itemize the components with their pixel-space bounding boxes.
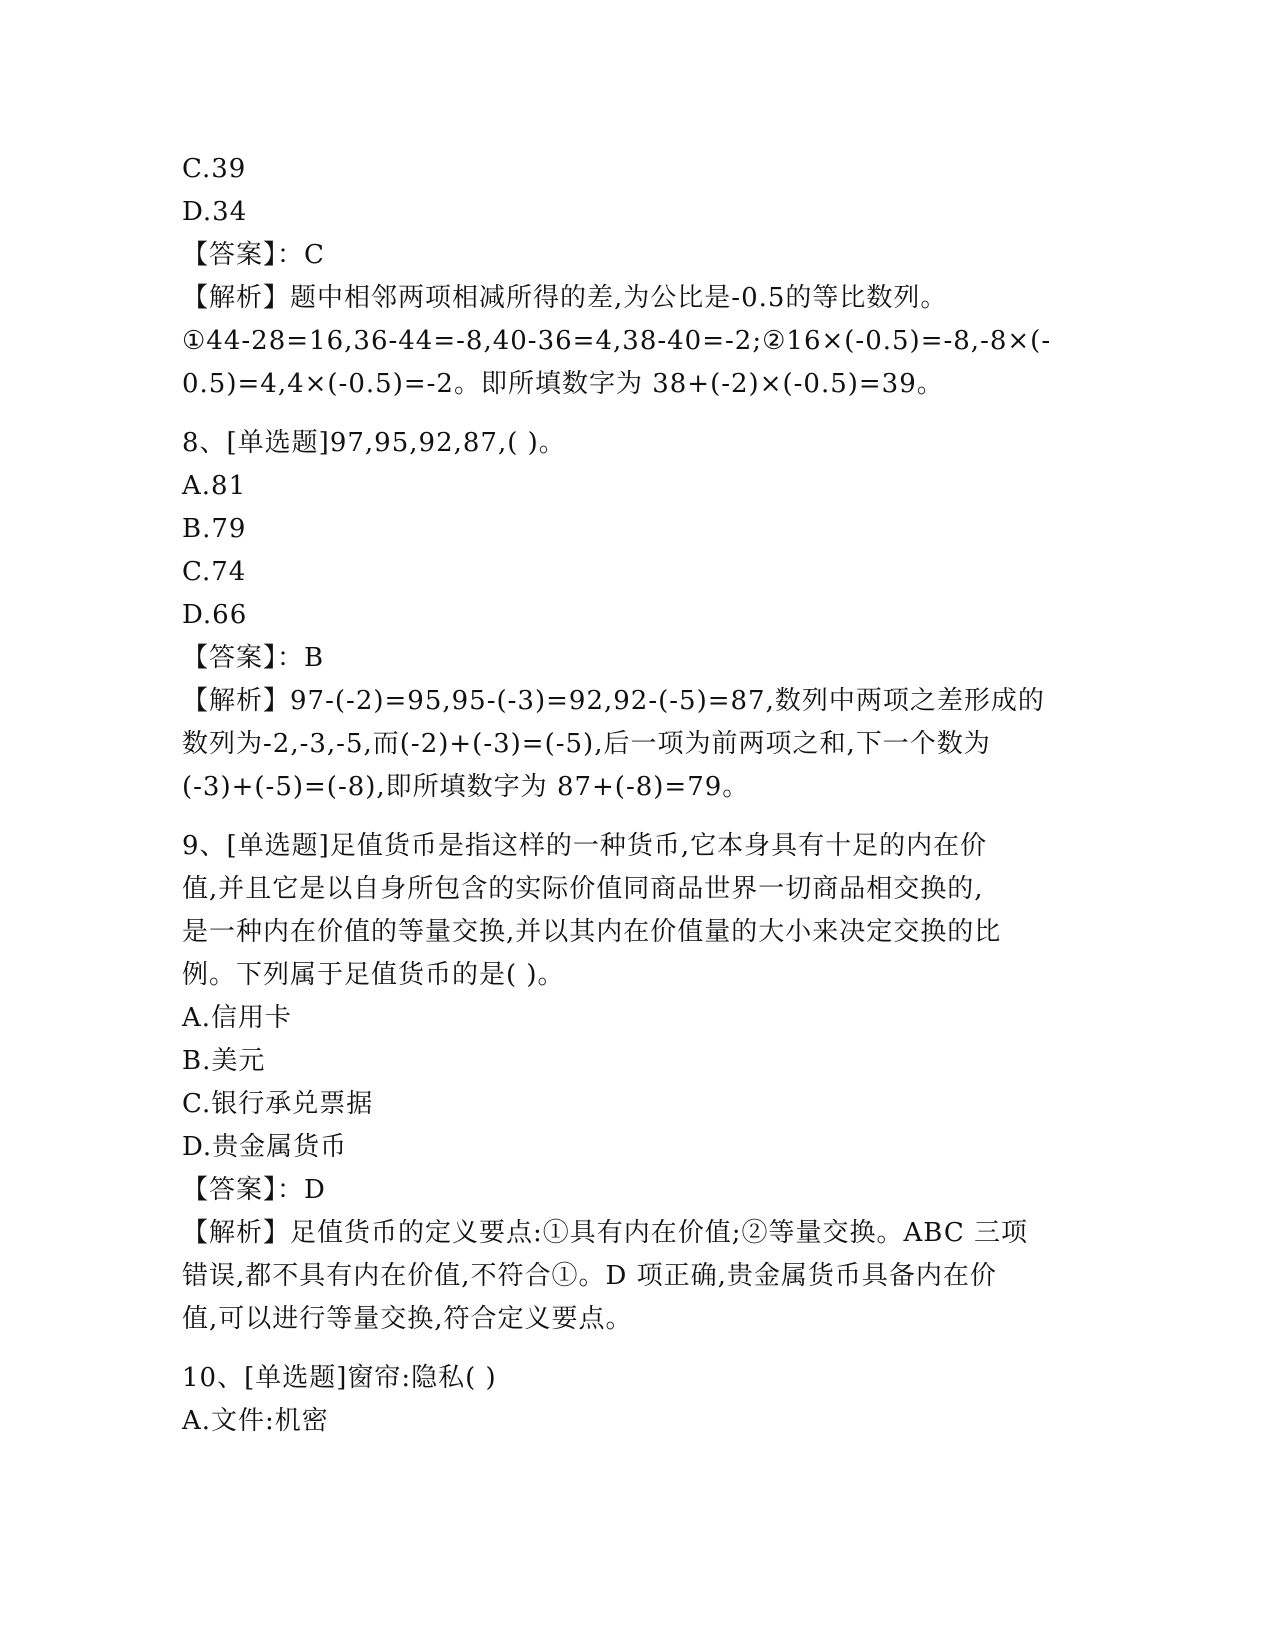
question-stem: 10、[单选题]窗帘:隐私( ) xyxy=(182,1363,497,1393)
analysis-line: (-3)+(-5)=(-8),即所填数字为 87+(-8)=79。 xyxy=(182,772,750,802)
option-c: C.银行承兑票据 xyxy=(182,1089,374,1119)
answer-value: ：D xyxy=(277,1175,326,1205)
answer-label: 【答案】 xyxy=(182,1175,278,1205)
analysis-line: ①44-28=16,36-44=-8,40-36=4,38-40=-2;②16×(-0.5)=-8,-8×(- xyxy=(182,326,1052,356)
question-7-tail xyxy=(182,148,1082,406)
analysis-text: 题中相邻两项相减所得的差,为公比是-0.5的等比数列。 xyxy=(290,283,948,313)
option-d: D.贵金属货币 xyxy=(182,1132,348,1162)
option-c: C.39 xyxy=(182,154,247,184)
question-stem: 值,并且它是以自身所包含的实际价值同商品世界一切商品相交换的, xyxy=(182,874,984,904)
document-page xyxy=(182,148,1082,1443)
spacer xyxy=(182,406,1082,422)
analysis-line xyxy=(182,1212,1082,1255)
question-stem: 8、[单选题]97,95,92,87,( )。 xyxy=(182,428,566,458)
analysis-line: 值,可以进行等量交换,符合定义要点。 xyxy=(182,1304,633,1334)
option-d: D.34 xyxy=(182,197,248,227)
question-9 xyxy=(182,825,1082,1341)
question-8 xyxy=(182,422,1082,809)
question-stem: 例。下列属于足值货币的是( )。 xyxy=(182,960,565,990)
option-a: A.信用卡 xyxy=(182,1003,293,1033)
analysis-line: 错误,都不具有内在价值,不符合①。D 项正确,贵金属货币具备内在价 xyxy=(182,1261,997,1291)
option-a: A.81 xyxy=(182,471,247,501)
answer-value: ：B xyxy=(277,643,325,673)
question-stem: 9、[单选题]足值货币是指这样的一种货币,它本身具有十足的内在价 xyxy=(182,831,988,861)
option-c: C.74 xyxy=(182,557,247,587)
answer-line xyxy=(182,234,1082,277)
option-a: A.文件:机密 xyxy=(182,1406,329,1436)
spacer xyxy=(182,809,1082,825)
analysis-line xyxy=(182,277,1082,320)
analysis-text: 足值货币的定义要点:①具有内在价值;②等量交换。ABC 三项 xyxy=(290,1218,1029,1248)
question-stem: 是一种内在价值的等量交换,并以其内在价值量的大小来决定交换的比 xyxy=(182,917,1002,947)
analysis-label: 【解析】 xyxy=(182,283,291,313)
option-b: B.美元 xyxy=(182,1046,266,1076)
analysis-line xyxy=(182,680,1082,723)
answer-line xyxy=(182,1169,1082,1212)
answer-line xyxy=(182,637,1082,680)
answer-label: 【答案】 xyxy=(182,643,278,673)
analysis-line: 数列为-2,-3,-5,而(-2)+(-3)=(-5),后一项为前两项之和,下一个数为 xyxy=(182,729,991,759)
analysis-label: 【解析】 xyxy=(182,1218,291,1248)
option-b: B.79 xyxy=(182,514,247,544)
analysis-label: 【解析】 xyxy=(182,686,291,716)
option-d: D.66 xyxy=(182,600,248,630)
analysis-line: 0.5)=4,4×(-0.5)=-2。即所填数字为 38+(-2)×(-0.5)=39。 xyxy=(182,369,944,399)
spacer xyxy=(182,1341,1082,1357)
question-10 xyxy=(182,1357,1082,1443)
answer-value: ：C xyxy=(277,240,325,270)
answer-label: 【答案】 xyxy=(182,240,278,270)
analysis-text: 97-(-2)=95,95-(-3)=92,92-(-5)=87,数列中两项之差形成的 xyxy=(290,686,1045,716)
